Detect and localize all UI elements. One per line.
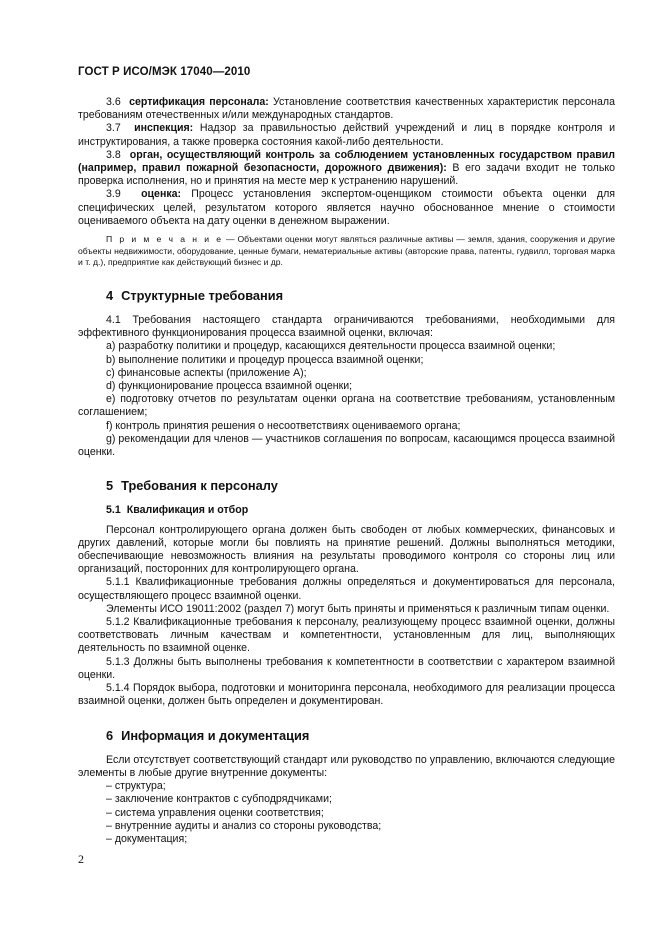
- section-6-heading: 6 Информация и документация: [106, 727, 310, 743]
- section-4-heading: 4 Структурные требования: [106, 287, 284, 303]
- list-item: – заключение контрактов с субподрядчиками;: [106, 793, 332, 806]
- list-item: – документация;: [106, 832, 188, 845]
- paragraph: 5.1.3 Должны быть выполнены требования к компетентности в соответствии с характером взаимной оценки.: [78, 655, 615, 681]
- definition-3-6: 3.6 сертификация персонала: Установление соответствия качественных характеристик персонала требованиям отечественных и/или международных стандартов.: [78, 96, 615, 122]
- list-item: a) разработку политики и процедур, касающихся деятельности процесса взаимной оценки;: [106, 340, 556, 353]
- section-5-heading: 5 Требования к персоналу: [106, 478, 278, 494]
- list-item: – структура;: [106, 780, 166, 793]
- paragraph: Элементы ИСО 19011:2002 (раздел 7) могут быть приняты и применяться к различным типам оценки.: [106, 602, 610, 615]
- list-item: e) подготовку отчетов по результатам оценки органа на соответствие требованиям, установленным соглашением;: [78, 393, 615, 419]
- definition-3-8: 3.8 орган, осуществляющий контроль за соблюдением установленных государством правил (например, правил пожарной безопасности, дорожного движения): В его задачи входит не только проверка исполнения, но и принятия на месте мер к устранению нарушений.: [78, 148, 615, 188]
- list-item: b) выполнение политики и процедур процесса взаимной оценки;: [106, 353, 424, 366]
- definition-3-9: 3.9 оценка: Процесс установления экспертом-оценщиком стоимости объекта оценки для специфических целей, результатом которого является научно обоснованное мнение о стоимости оцениваемого объекта на дату оценки в денежном выражении.: [78, 188, 615, 227]
- list-item: c) финансовые аспекты (приложение А);: [106, 366, 307, 379]
- definition-3-7: 3.7 инспекция: Надзор за правильностью действий учреждений и лиц в порядке контроля и инструктирования, а также проверка состояния какой-либо деятельности.: [78, 122, 616, 148]
- section-4-intro: 4.1 Требования настоящего стандарта ограничиваются требованиями, необходимыми для эффективного функционирования процесса взаимной оценки, включая:: [78, 314, 615, 340]
- list-item: – внутренние аудиты и анализ со стороны руководства;: [106, 819, 382, 832]
- subsection-5-1-heading: 5.1 Квалификация и отбор: [106, 504, 249, 517]
- list-item: f) контроль принятия решения о несоответствиях оцениваемого органа;: [106, 419, 461, 432]
- list-item: – система управления оценки соответствия;: [106, 806, 324, 819]
- list-item: d) функционирование процесса взаимной оценки;: [106, 380, 353, 393]
- list-item: g) рекомендации для членов — участников соглашения по вопросам, касающимся процесса взаимной оценки.: [78, 432, 615, 459]
- document-body: [78, 96, 615, 846]
- document-header: ГОСТ Р ИСО/МЭК 17040—2010: [78, 66, 251, 78]
- page-number: 2: [78, 852, 84, 866]
- note-label: П р и м е ч а н и е: [106, 234, 224, 245]
- paragraph: 5.1.4 Порядок выбора, подготовки и мониторинга персонала, необходимого для реализации процесса взаимной оценки, должен быть определен и документирован.: [78, 682, 615, 708]
- section-6-intro: Если отсутствует соответствующий стандарт или руководство по управлению, включаются следующие элементы в любые другие внутренние документы:: [78, 753, 615, 779]
- note-text: — Объектами оценки могут являться различные активы — земля, здания, сооружения и другие объекты недвижимости, оборудование, ценные бумаги, нематериальные активы (авторские права, патенты, гудвилл, торговая марка и т. д.), предприятие как действующий бизнес и др.: [78, 234, 615, 268]
- paragraph: Персонал контролирующего органа должен быть свободен от любых коммерческих, финансовых и других давлений, которые могли бы повлиять на принятие решений. Должны выполняться методики, обеспечивающие невозможность влияния на результаты проводимого контроля со стороны лиц или организаций, посторонних для контролирующего органа.: [78, 523, 615, 576]
- paragraph: 5.1.1 Квалификационные требования должны определяться и документироваться для персонала, осуществляющего процесс взаимной оценки.: [78, 576, 615, 602]
- paragraph: 5.1.2 Квалификационные требования к персоналу, реализующему процесс взаимной оценки, должны соответствовать личным качествам и компетентности, установленным для лиц, выполняющих деятельность по взаимной оценке.: [78, 616, 615, 655]
- note: [78, 234, 615, 269]
